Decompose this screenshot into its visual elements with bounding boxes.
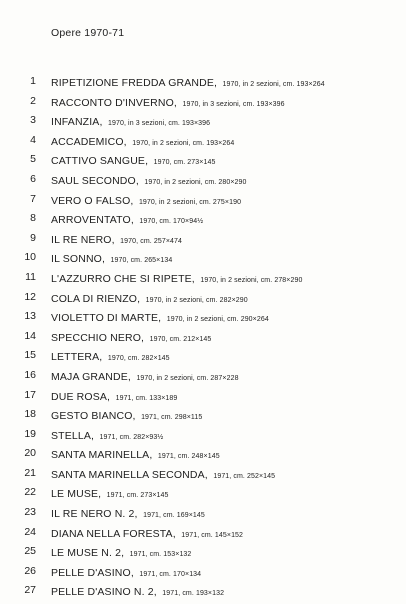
- work-number: 24: [24, 525, 36, 538]
- work-number: 2: [30, 94, 36, 107]
- work-details: 1970, in 2 sezioni, cm. 280×290: [144, 178, 247, 186]
- work-number: 16: [24, 368, 36, 381]
- work-details: 1971, cm. 193×132: [162, 590, 225, 598]
- work-title: RIPETIZIONE FREDDA GRANDE,: [51, 77, 218, 89]
- work-number: 21: [24, 466, 36, 479]
- work-number: 20: [24, 447, 36, 460]
- work-number: 22: [24, 486, 36, 499]
- work-row: [0, 346, 406, 366]
- work-title: VIOLETTO DI MARTE,: [51, 312, 162, 325]
- work-details: 1970, in 2 sezioni, cm. 282×290: [145, 296, 248, 304]
- work-details: 1970, in 3 sezioni, cm. 193×396: [107, 120, 211, 128]
- work-title: PELLE D'ASINO,: [51, 566, 134, 579]
- work-number: 9: [30, 231, 36, 244]
- work-details: 1970, in 2 sezioni, cm. 193×264: [132, 139, 235, 147]
- work-row: [0, 425, 406, 445]
- work-title: SAUL SECONDO,: [51, 174, 139, 187]
- work-number: 23: [24, 506, 36, 519]
- work-row: [0, 92, 406, 112]
- work-title: MAJA GRANDE,: [51, 370, 131, 383]
- work-row: [0, 111, 406, 131]
- work-details: 1970, in 2 sezioni, cm. 290×264: [166, 316, 269, 324]
- work-row: [0, 483, 406, 503]
- work-row: [0, 307, 406, 327]
- work-details: 1971, cm. 153×132: [129, 551, 192, 559]
- work-title: GESTO BIANCO,: [51, 410, 136, 423]
- work-row: [0, 542, 406, 562]
- work-row: [0, 327, 406, 347]
- work-details: 1970, cm. 265×134: [110, 257, 173, 265]
- work-number: 11: [25, 270, 36, 283]
- work-details: 1971, cm. 282×93½: [99, 433, 164, 441]
- work-details: 1971, cm. 133×189: [115, 394, 178, 402]
- work-number: 25: [24, 545, 36, 558]
- work-title: RACCONTO D'INVERNO,: [51, 96, 178, 109]
- work-row: [0, 170, 406, 190]
- work-details: 1971, cm. 252×145: [213, 472, 276, 480]
- work-title: ACCADEMICO,: [51, 135, 127, 148]
- work-number: 26: [24, 564, 36, 577]
- works-list: [0, 72, 406, 601]
- work-row: [0, 444, 406, 464]
- work-details: 1971, cm. 248×145: [157, 453, 220, 461]
- work-number: 18: [24, 408, 36, 421]
- work-number: 27: [24, 584, 36, 597]
- work-details: 1970, in 2 sezioni, cm. 278×290: [200, 276, 303, 284]
- work-title: LE MUSE N. 2,: [51, 547, 125, 560]
- work-number: 6: [30, 172, 36, 185]
- work-title: IL RE NERO N. 2,: [51, 508, 138, 521]
- work-number: 10: [24, 251, 36, 264]
- work-row: [0, 190, 406, 210]
- work-details: 1970, in 2 sezioni, cm. 287×228: [136, 374, 239, 382]
- work-title: SPECCHIO NERO,: [51, 331, 145, 344]
- work-row: [0, 229, 406, 249]
- work-details: 1971, cm. 170×134: [139, 570, 202, 578]
- work-entry: [51, 581, 224, 604]
- work-row: [0, 366, 406, 386]
- work-details: 1970, cm. 212×145: [149, 335, 212, 343]
- work-title: LETTERA,: [51, 351, 103, 364]
- work-details: 1970, cm. 282×145: [107, 355, 170, 363]
- work-title: DUE ROSA,: [51, 390, 111, 403]
- page-heading: Opere 1970-71: [51, 27, 125, 39]
- work-number: 15: [24, 349, 36, 362]
- work-row: [0, 131, 406, 151]
- work-title: PELLE D'ASINO N. 2,: [51, 586, 157, 599]
- work-row: [0, 248, 406, 268]
- work-details: 1970, cm. 170×94½: [139, 218, 204, 226]
- work-title: DIANA NELLA FORESTA,: [51, 527, 176, 540]
- work-details: 1971, cm. 145×152: [181, 531, 244, 539]
- work-number: 8: [30, 212, 36, 225]
- work-number: 17: [24, 388, 36, 401]
- work-title: VERO O FALSO,: [51, 194, 134, 207]
- work-number: 4: [30, 133, 36, 146]
- work-row: [0, 72, 406, 92]
- work-number: 5: [30, 153, 36, 166]
- work-title: COLA DI RIENZO,: [51, 292, 141, 305]
- work-number: 3: [30, 114, 36, 127]
- work-title: INFANZIA,: [51, 116, 103, 129]
- work-row: [0, 503, 406, 523]
- work-row: [0, 268, 406, 288]
- work-row: [0, 464, 406, 484]
- work-row: [0, 523, 406, 543]
- work-title: STELLA,: [51, 429, 95, 442]
- work-row: [0, 581, 406, 601]
- work-row: [0, 150, 406, 170]
- work-number: 13: [24, 310, 36, 323]
- work-title: IL RE NERO,: [51, 233, 115, 246]
- work-title: SANTA MARINELLA,: [51, 449, 153, 462]
- work-details: 1970, in 3 sezioni, cm. 193×396: [182, 100, 285, 108]
- work-number: 12: [24, 290, 36, 303]
- work-number: 1: [30, 75, 36, 87]
- work-row: [0, 386, 406, 406]
- work-row: [0, 562, 406, 582]
- work-details: 1971, cm. 273×145: [106, 492, 169, 500]
- work-row: [0, 405, 406, 425]
- work-details: 1970, in 2 sezioni, cm. 193×264: [222, 81, 325, 88]
- work-details: 1971, cm. 169×145: [143, 512, 205, 520]
- work-title: L'AZZURRO CHE SI RIPETE,: [51, 272, 195, 285]
- work-title: IL SONNO,: [51, 253, 106, 266]
- work-number: 19: [24, 427, 36, 440]
- work-title: CATTIVO SANGUE,: [51, 155, 149, 168]
- work-row: [0, 288, 406, 308]
- work-title: LE MUSE,: [51, 488, 102, 501]
- work-details: 1970, cm. 257×474: [120, 237, 182, 245]
- work-details: 1970, in 2 sezioni, cm. 275×190: [138, 198, 242, 206]
- work-details: 1970, cm. 273×145: [153, 159, 216, 167]
- work-number: 14: [24, 329, 36, 342]
- work-row: [0, 209, 406, 229]
- work-title: SANTA MARINELLA SECONDA,: [51, 468, 208, 481]
- work-title: ARROVENTATO,: [51, 214, 134, 227]
- work-number: 7: [30, 192, 36, 205]
- work-details: 1971, cm. 298×115: [141, 414, 203, 422]
